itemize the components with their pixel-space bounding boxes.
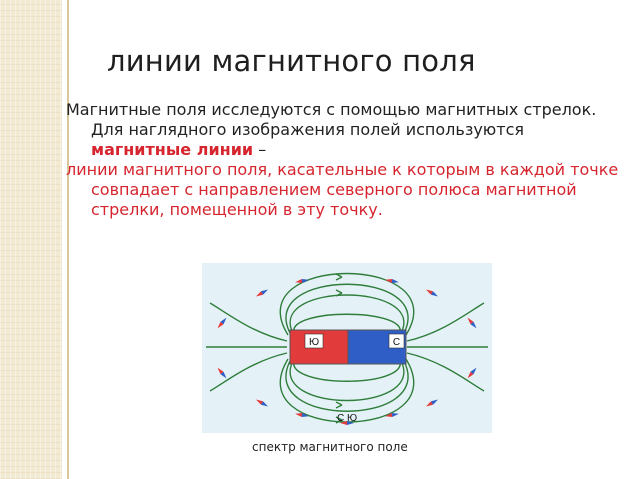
bar-magnet bbox=[290, 330, 406, 364]
paragraph-intro bbox=[66, 100, 626, 160]
decorative-side-strip bbox=[0, 0, 62, 479]
figure-caption: спектр магнитного поле bbox=[252, 440, 408, 454]
paragraph-intro-text: Магнитные поля исследуются с помощью магнитных стрелок. Для наглядного изображения полей используются bbox=[66, 100, 597, 139]
paragraph-definition: линии магнитного поля, касательные к которым в каждой точке совпадает с направлением северного полюса магнитной стрелки, помещенной в эту точку. bbox=[66, 160, 619, 219]
magnetic-field-figure bbox=[202, 263, 492, 433]
compass-pole-labels: С Ю bbox=[336, 413, 358, 424]
slide-title: линии магнитного поля bbox=[107, 44, 476, 78]
body-text bbox=[66, 100, 626, 220]
highlight-magnetic-lines: магнитные линии bbox=[91, 140, 254, 159]
magnet-north-label: С bbox=[392, 337, 401, 348]
magnet-south-label: Ю bbox=[308, 337, 320, 348]
paragraph-intro-dash: – bbox=[253, 140, 267, 159]
decorative-side-line bbox=[67, 0, 69, 479]
magnetic-field-diagram bbox=[202, 263, 492, 433]
